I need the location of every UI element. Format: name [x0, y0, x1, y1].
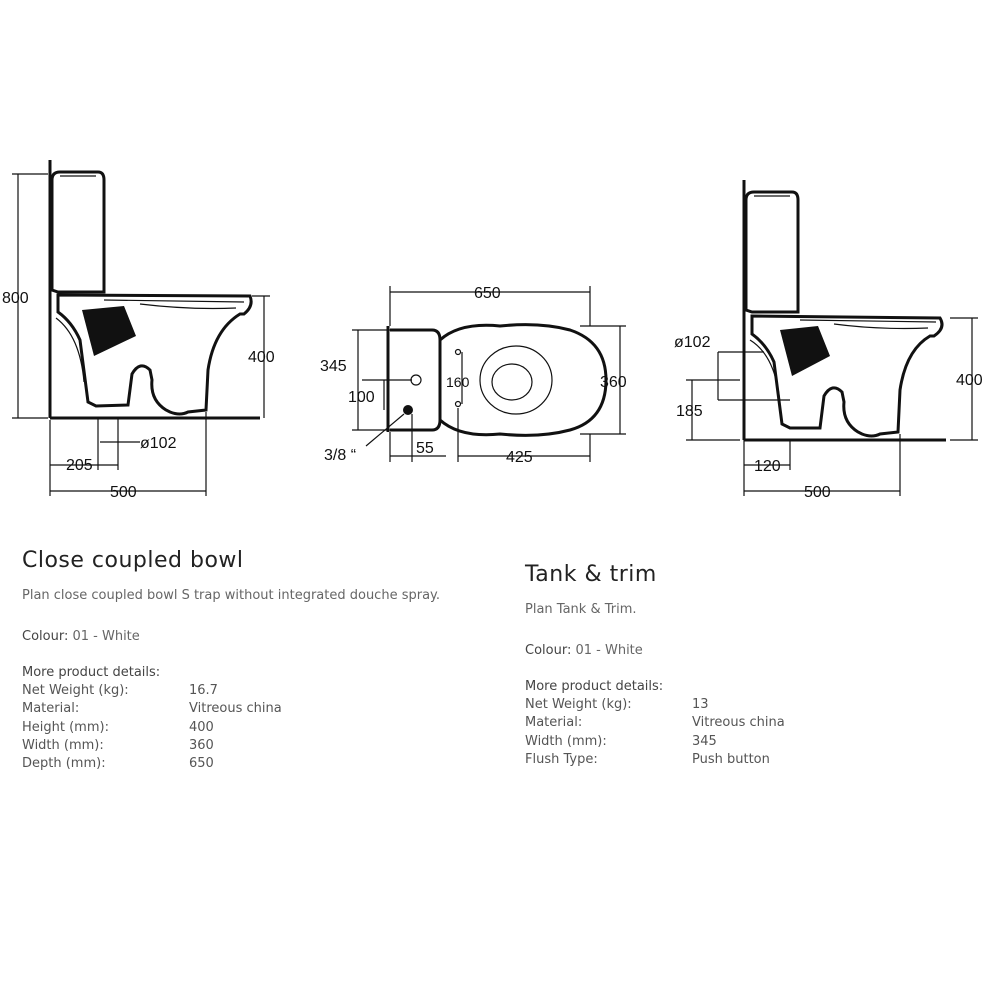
- product-tank-and-trim: [525, 562, 965, 769]
- product-title: Close coupled bowl: [22, 548, 244, 573]
- colour-label: Colour:: [525, 643, 572, 658]
- colour-value: 01 - White: [575, 643, 643, 658]
- detail-value: 650: [189, 756, 214, 772]
- detail-value: 13: [692, 697, 709, 712]
- product-title: Tank & trim: [525, 562, 657, 587]
- detail-row: [22, 737, 462, 755]
- dim-inlet-offset: 100: [348, 389, 375, 406]
- detail-value: Push button: [692, 751, 770, 767]
- detail-value: 16.7: [189, 683, 218, 698]
- details-list: [525, 696, 965, 769]
- detail-key: Flush Type:: [525, 751, 598, 767]
- detail-row: [525, 733, 965, 751]
- detail-row: [22, 682, 462, 700]
- product-colour: [22, 629, 462, 644]
- dim-outlet-dia-right: ø102: [674, 334, 711, 351]
- dim-outlet-offset-right: 120: [754, 458, 781, 475]
- dim-depth: 500: [110, 484, 137, 501]
- dim-outlet-height: 185: [676, 403, 703, 420]
- dim-height-total: 800: [2, 290, 29, 307]
- dim-depth-right: 500: [804, 484, 831, 501]
- dim-bowl-height: 400: [248, 349, 275, 366]
- product-description: Plan Tank & Trim.: [525, 602, 637, 617]
- detail-row: [525, 751, 965, 769]
- detail-value: Vitreous china: [189, 701, 282, 717]
- colour-label: Colour:: [22, 629, 69, 644]
- dim-outlet-offset: 205: [66, 457, 93, 474]
- detail-value: 360: [189, 737, 214, 753]
- details-title: More product details:: [525, 679, 664, 694]
- detail-key: Width (mm):: [525, 733, 607, 749]
- side-elevation-left: [2, 160, 275, 501]
- dim-plan-length: 650: [474, 285, 501, 302]
- dim-bowl-width: 360: [600, 374, 627, 391]
- dim-bowl-depth: 425: [506, 449, 533, 466]
- detail-value: Vitreous china: [692, 715, 785, 731]
- detail-key: Width (mm):: [22, 737, 104, 753]
- detail-key: Material:: [22, 701, 80, 717]
- dim-tank-width: 345: [320, 358, 347, 375]
- detail-key: Net Weight (kg):: [525, 697, 632, 712]
- detail-value: 345: [692, 733, 717, 749]
- detail-row: [22, 755, 462, 773]
- plan-view: [320, 285, 627, 466]
- product-colour: [525, 643, 965, 658]
- detail-key: Material:: [525, 715, 583, 731]
- colour-value: 01 - White: [72, 629, 140, 644]
- detail-value: 400: [189, 719, 214, 735]
- details-title: More product details:: [22, 665, 161, 680]
- product-description: Plan close coupled bowl S trap without integrated douche spray.: [22, 588, 441, 603]
- detail-key: Height (mm):: [22, 719, 109, 735]
- side-elevation-right: [674, 180, 983, 501]
- product-close-coupled-bowl: [22, 548, 462, 773]
- detail-row: [525, 696, 965, 714]
- dim-bowl-height-right: 400: [956, 372, 983, 389]
- details-list: [22, 682, 462, 773]
- detail-row: [22, 700, 462, 718]
- detail-row: [22, 719, 462, 737]
- dim-outlet-dia: ø102: [140, 435, 177, 452]
- dim-thread: 3/8 “: [324, 447, 357, 464]
- dim-hole-spacing: 160: [446, 374, 470, 390]
- detail-key: Net Weight (kg):: [22, 683, 129, 698]
- detail-row: [525, 714, 965, 732]
- dim-inlet-from-wall: 55: [416, 440, 434, 457]
- detail-key: Depth (mm):: [22, 756, 106, 772]
